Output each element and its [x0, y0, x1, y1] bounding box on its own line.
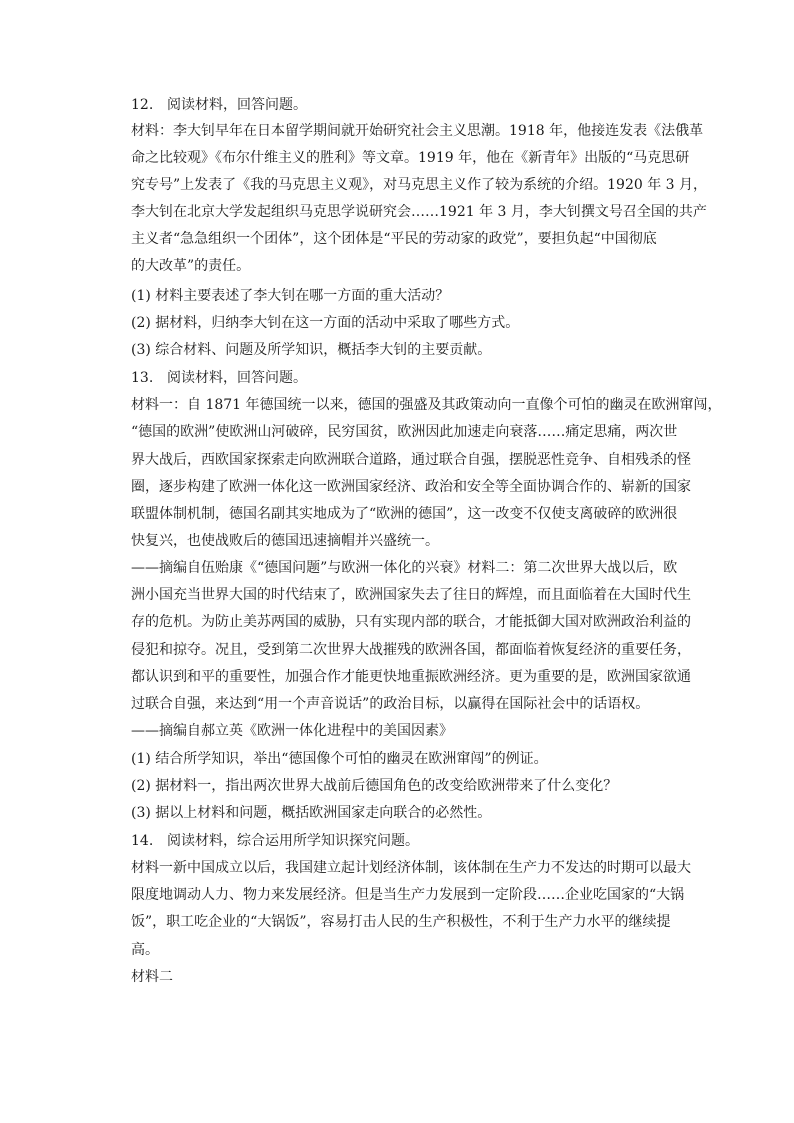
- question-13-subquestion-3: (3) 据以上材料和问题，概括欧洲国家走向联合的必然性。: [131, 805, 492, 821]
- question-13-material-line: 过联合自强，来达到“用一个声音说话”的政治目标，以赢得在国际社会中的话语权。: [131, 696, 650, 712]
- question-13-material-line: ——摘编自郝立英《欧洲一体化进程中的美国因素》: [131, 723, 453, 739]
- question-14-material-line: 高。: [131, 942, 159, 958]
- question-12-material-line: 命之比较观》《布尔什维主义的胜利》等文章。1919 年，他在《新青年》出版的“马克思研: [131, 150, 690, 166]
- question-14-number: 14.: [131, 833, 154, 849]
- question-13-material-line: ——摘编自伍贻康《“德国问题”与欧洲一体化的兴衰》材料二：第二次世界大战以后，欧: [131, 560, 678, 576]
- question-13-material-line: 材料一：自 1871 年德国统一以来，德国的强盛及其政策动向一直像个可怕的幽灵在欧洲窜闯，: [131, 397, 722, 413]
- question-12-subquestion-3: (3) 综合材料、问题及所学知识，概括李大钊的主要贡献。: [131, 342, 492, 358]
- question-13-material-line: 存的危机。为防止美苏两国的威胁，只有实现内部的联合，才能抵御大国对欧洲政治利益的: [131, 614, 691, 630]
- question-13-material-line: 洲小国充当世界大国的时代结束了，欧洲国家失去了往日的辉煌，而且面临着在大国时代生: [131, 587, 691, 603]
- question-12-subquestion-1: (1) 材料主要表述了李大钊在哪一方面的重大活动？: [131, 288, 450, 304]
- question-12-material-line: 材料：李大钊早年在日本留学期间就开始研究社会主义思潮。1918 年，他接连发表《法俄革: [131, 123, 704, 139]
- question-13-instruction: 阅读材料，回答问题。: [167, 370, 307, 386]
- question-13-material-line: “德国的欧洲”使欧洲山河破碎，民穷国贫，欧洲因此加速走向衰落……痛定思痛，两次世: [131, 424, 678, 440]
- question-14-instruction: 阅读材料，综合运用所学知识探究问题。: [167, 833, 419, 849]
- question-12-material-line: 的大改革”的责任。: [131, 258, 251, 274]
- question-14-material-line: 饭”，职工吃企业的“大锅饭”，容易打击人民的生产积极性，不利于生产力水平的继续提: [131, 914, 671, 930]
- question-13-material-line: 快复兴，也使战败后的德国迅速摘帽并兴盛统一。: [131, 533, 439, 549]
- question-13-subquestion-1: (1) 结合所学知识，举出“德国像个可怕的幽灵在欧洲窜闯”的例证。: [131, 751, 548, 767]
- question-12-title: [131, 96, 691, 114]
- question-12-subquestion-2: (2) 据材料，归纳李大钊在这一方面的活动中采取了哪些方式。: [131, 315, 520, 331]
- question-14-material-line: 材料一新中国成立以后，我国建立起计划经济体制，该体制在生产力不发达的时期可以最大: [131, 860, 691, 876]
- question-14-material-line: 限度地调动人力、物力来发展经济。但是当生产力发展到一定阶段……企业吃国家的“大锅: [131, 887, 685, 903]
- question-13-subquestion-2: (2) 据材料一，指出两次世界大战前后德国角色的改变给欧洲带来了什么变化？: [131, 778, 618, 794]
- question-13-material-line: 都认识到和平的重要性，加强合作才能更快地重振欧洲经济。更为重要的是，欧洲国家欲通: [131, 669, 691, 685]
- question-14-material-line: 材料二: [131, 969, 173, 985]
- question-13-material-line: 界大战后，西欧国家探索走向欧洲联合道路，通过联合自强，摆脱恶性竞争、自相残杀的怪: [131, 452, 691, 468]
- question-13-material-line: 联盟体制机制，德国名副其实地成为了“欧洲的德国”，这一改变不仅使支离破碎的欧洲很: [131, 506, 678, 522]
- question-14-title: [131, 832, 691, 850]
- question-13-material-line: 圈，逐步构建了欧洲一体化这一欧洲国家经济、政治和安全等全面协调合作的、崭新的国家: [131, 479, 691, 495]
- question-13-material-line: 侵犯和掠夺。况且，受到第二次世界大战摧残的欧洲各国，都面临着恢复经济的重要任务，: [131, 642, 691, 658]
- question-13-title: [131, 369, 691, 387]
- question-13-number: 13.: [131, 370, 154, 386]
- question-12-material-line: 究专号”上发表了《我的马克思主义观》，对马克思主义作了较为系统的介绍。1920 年 3 月，: [131, 177, 708, 193]
- question-12-material-line: 主义者“急急组织一个团体”，这个团体是“平民的劳动家的政党”，要担负起“中国彻底: [131, 231, 657, 247]
- question-12-number: 12.: [131, 97, 154, 113]
- question-12-material-line: 李大钊在北京大学发起组织马克思学说研究会……1921 年 3 月，李大钊撰文号召全国的共产: [131, 204, 707, 220]
- question-12-instruction: 阅读材料，回答问题。: [167, 97, 307, 113]
